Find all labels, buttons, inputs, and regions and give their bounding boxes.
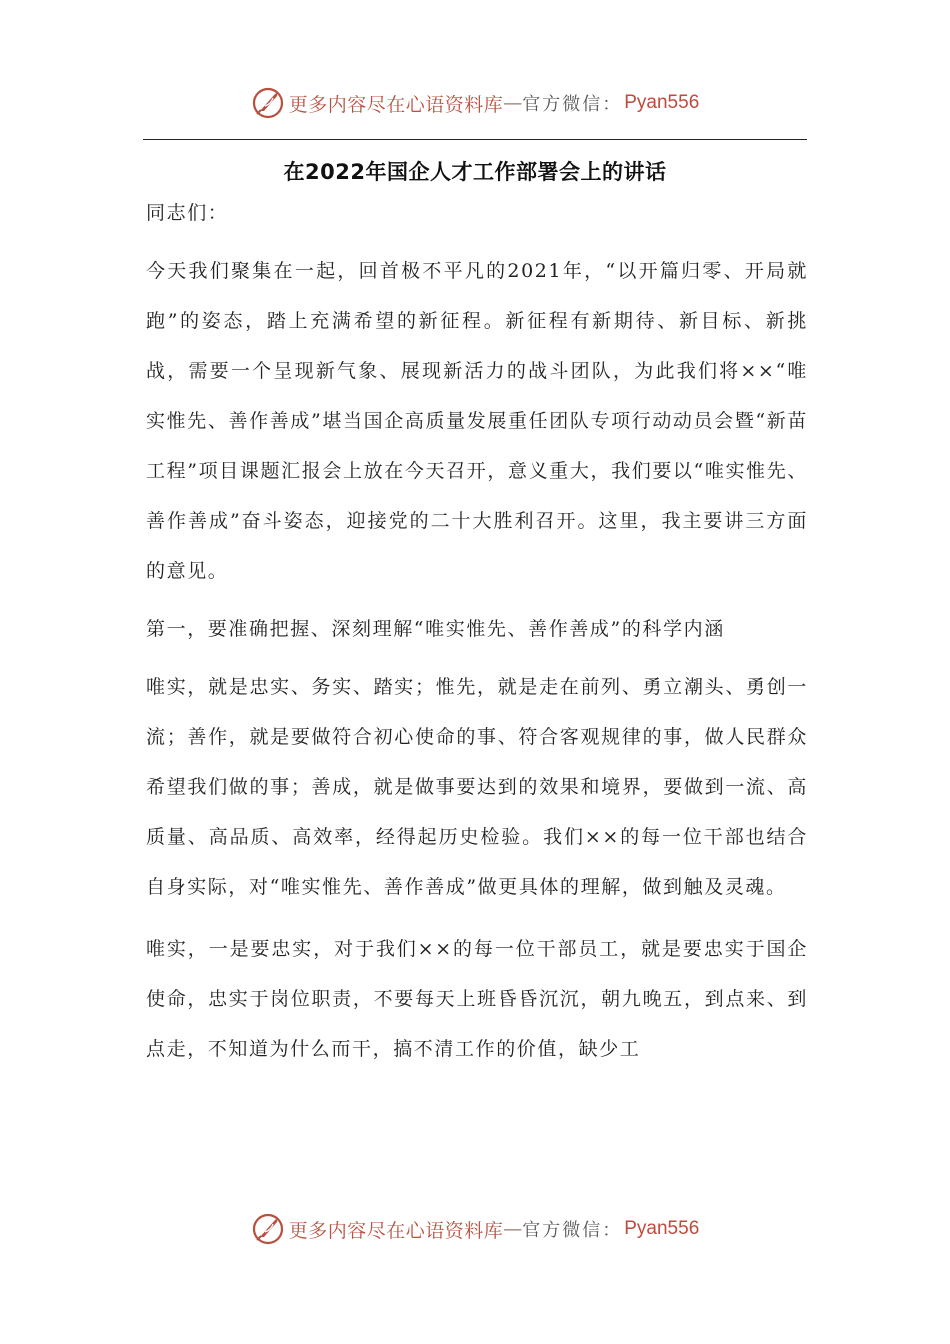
footer-dash: — xyxy=(503,1218,523,1240)
header-wechat-id: Pyan556 xyxy=(624,92,700,113)
quill-pen-logo-icon xyxy=(251,86,285,120)
footer-brand-text: 更多内容尽在心语资料库 xyxy=(288,1219,504,1242)
paragraph-definition: 唯实，就是忠实、务实、踏实；惟先，就是走在前列、勇立潮头、勇创一流；善作，就是要做符合初心使命的事、符合客观规律的事，做人民群众希望我们做的事；善成，就是做事要达到的效果和境界，要做到一流、高质量、高品质、高效率，经得起历史检验。我们××的每一位干部也结合自身实际，对“唯实惟先、善作善成”做更具体的理解，做到触及灵魂。 xyxy=(146,676,808,898)
paragraph-loyalty: 唯实，一是要忠实，对于我们××的每一位干部员工，就是要忠实于国企使命，忠实于岗位职责，不要每天上班昏昏沉沉，朝九晚五，到点来、到点走，不知道为什么而干，搞不清工作的价值，缺少工 xyxy=(146,938,808,1060)
header-brand-text: 更多内容尽在心语资料库 xyxy=(288,93,504,116)
quill-pen-logo-icon xyxy=(251,1212,285,1246)
footer-banner xyxy=(0,1209,950,1249)
section-heading-first: 第一，要准确把握、深刻理解“唯实惟先、善作善成”的科学内涵 xyxy=(146,618,725,640)
document-body xyxy=(146,188,808,1074)
header-divider xyxy=(143,139,807,140)
footer-wechat-id: Pyan556 xyxy=(624,1218,700,1239)
header-official-label: 官方微信： xyxy=(522,94,623,115)
header-dash: — xyxy=(503,92,523,114)
footer-official-label: 官方微信： xyxy=(522,1220,623,1241)
header-banner xyxy=(0,83,950,123)
document-title: 在2022年国企人才工作部署会上的讲话 xyxy=(283,160,667,184)
salutation: 同志们： xyxy=(146,202,229,224)
paragraph-intro: 今天我们聚集在一起，回首极不平凡的2021年，“以开篇归零、开局就跑”的姿态，踏上充满希望的新征程。新征程有新期待、新目标、新挑战，需要一个呈现新气象、展现新活力的战斗团队，为此我们将××“唯实惟先、善作善成”堪当国企高质量发展重任团队专项行动动员会暨“新苗工程”项目课题汇报会上放在今天召开，意义重大，我们要以“唯实惟先、善作善成”奋斗姿态，迎接党的二十大胜利召开。这里，我主要讲三方面的意见。 xyxy=(146,260,808,582)
